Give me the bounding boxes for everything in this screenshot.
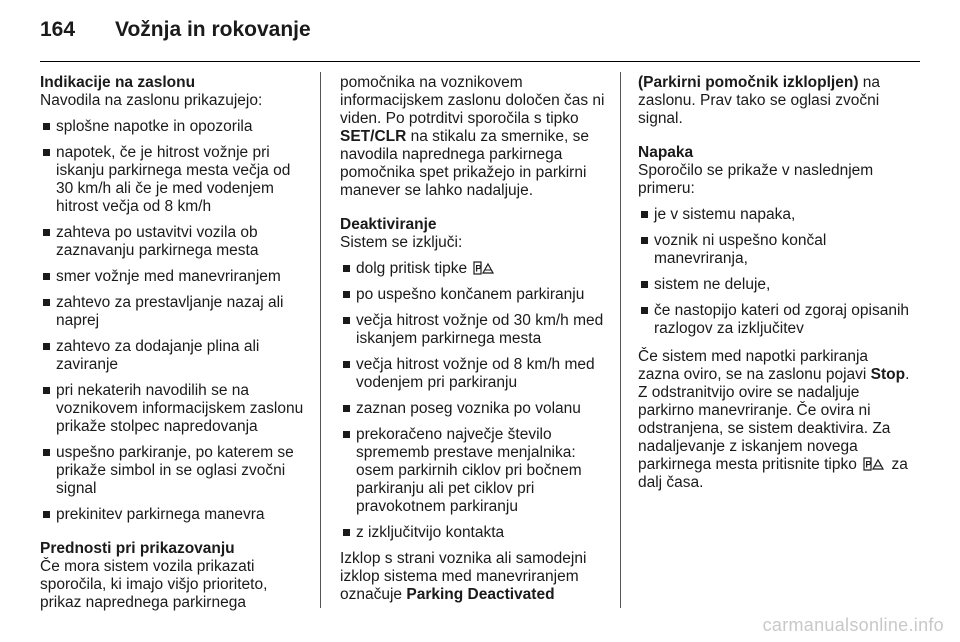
- bullet-list: [340, 260, 608, 542]
- stop-label: Stop: [870, 366, 906, 383]
- list-item: zahtevo za prestavljanje nazaj ali naprej: [40, 294, 308, 330]
- parking-assist-icon: [863, 457, 885, 471]
- list-item: smer vožnje med manevriranjem: [40, 268, 308, 286]
- paragraph: Če sistem med napotki parkiranja zazna oviro, se na zaslonu pojavi Stop. Z odstranitvijo ovire se nadaljuje parkirno manevriranje. Če ovira ni odstranjena, se sistem deaktivira. Za nadaljevanje z iskanjem novega parkirnega mesta pritisnite tipko P za dalj časa.: [638, 348, 910, 491]
- page-header: [40, 18, 311, 50]
- column-divider: [320, 72, 321, 608]
- column-2: [340, 74, 608, 604]
- parking-assist-icon: [473, 261, 495, 275]
- list-item: je v sistemu napaka,: [638, 206, 910, 224]
- section-heading-indications: Indikacije na zaslonu: [40, 74, 196, 91]
- watermark: carmanualsonline.info: [762, 615, 944, 635]
- svg-text:P: P: [865, 459, 872, 470]
- list-item: pri nekaterih navodilih se na voznikovem informacijskem zaslonu prikaže stolpec napredovanja: [40, 382, 308, 436]
- bullet-list: [40, 118, 308, 524]
- list-item: napotek, če je hitrost vožnje pri iskanju parkirnega mesta večja od 30 km/h ali če je med vodenjem hitrost večja od 8 km/h: [40, 144, 308, 216]
- column-3: [638, 74, 910, 492]
- paragraph: Izklop s strani voznika ali samodejni izklop sistema med manevriranjem označuje Parking Deactivated: [340, 550, 587, 603]
- chapter-title: Vožnja in rokovanje: [115, 18, 311, 41]
- section-heading-deactivation: Deaktiviranje: [340, 216, 437, 233]
- list-item: splošne napotke in opozorila: [40, 118, 308, 136]
- paragraph: Sporočilo se prikaže v naslednjem primeru:: [638, 162, 874, 197]
- section-heading-error: Napaka: [638, 144, 694, 161]
- list-item: zahteva po ustavitvi vozila ob zaznavanju parkirnega mesta: [40, 224, 308, 260]
- list-item: sistem ne deluje,: [638, 276, 910, 294]
- paragraph: Če mora sistem vozila prikazati sporočila, ki imajo višjo prioriteto, prikaz naprednega parkirnega: [40, 558, 268, 611]
- column-divider: [620, 72, 621, 608]
- paragraph: Navodila na zaslonu prikazujejo:: [40, 92, 263, 109]
- paragraph: Sistem se izključi:: [340, 234, 463, 251]
- paragraph: pomočnika na voznikovem informacijskem zaslonu določen čas ni viden. Po potrditvi sporočila s tipko SET/CLR na stikalu za smernike, se navodila naprednega parkirnega pomočnika spet prikažejo in parkirni manever se lahko nadaljuje.: [340, 74, 605, 199]
- list-item: zahtevo za dodajanje plina ali zaviranje: [40, 338, 308, 374]
- parking-deactivated-label: Parking Deactivated: [406, 586, 555, 603]
- column-1: [40, 74, 308, 612]
- list-item: zaznan poseg voznika po volanu: [340, 400, 608, 418]
- set-clr-label: SET/CLR: [340, 128, 407, 145]
- svg-text:P: P: [475, 263, 482, 274]
- list-item: večja hitrost vožnje od 8 km/h med vodenjem pri parkiranju: [340, 356, 608, 392]
- list-item: prekinitev parkirnega manevra: [40, 506, 308, 524]
- section-heading-priority: Prednosti pri prikazovanju: [40, 540, 235, 557]
- bullet-list: [638, 206, 910, 338]
- list-item: večja hitrost vožnje od 30 km/h med iskanjem parkirnega mesta: [340, 312, 608, 348]
- list-item: če nastopijo kateri od zgoraj opisanih razlogov za izključitev: [638, 302, 910, 338]
- paragraph: (Parkirni pomočnik izklopljen) na zaslonu. Prav tako se oglasi zvočni signal.: [638, 74, 881, 127]
- list-item: uspešno parkiranje, po katerem se prikaže simbol in se oglasi zvočni signal: [40, 444, 308, 498]
- header-rule: [40, 61, 920, 62]
- list-item: voznik ni uspešno končal manevriranja,: [638, 232, 910, 268]
- parking-off-label: (Parkirni pomočnik izklopljen): [638, 74, 859, 91]
- list-item: po uspešno končanem parkiranju: [340, 286, 608, 304]
- list-item: z izključitvijo kontakta: [340, 524, 608, 542]
- list-item: dolg pritisk tipke P: [340, 260, 608, 278]
- page-number: 164: [40, 18, 76, 41]
- list-item: prekoračeno največje število sprememb prestave menjalnika: osem parkirnih ciklov pri bočnem parkiranju ali pet ciklov pri pravokotnem parkiranju: [340, 426, 608, 516]
